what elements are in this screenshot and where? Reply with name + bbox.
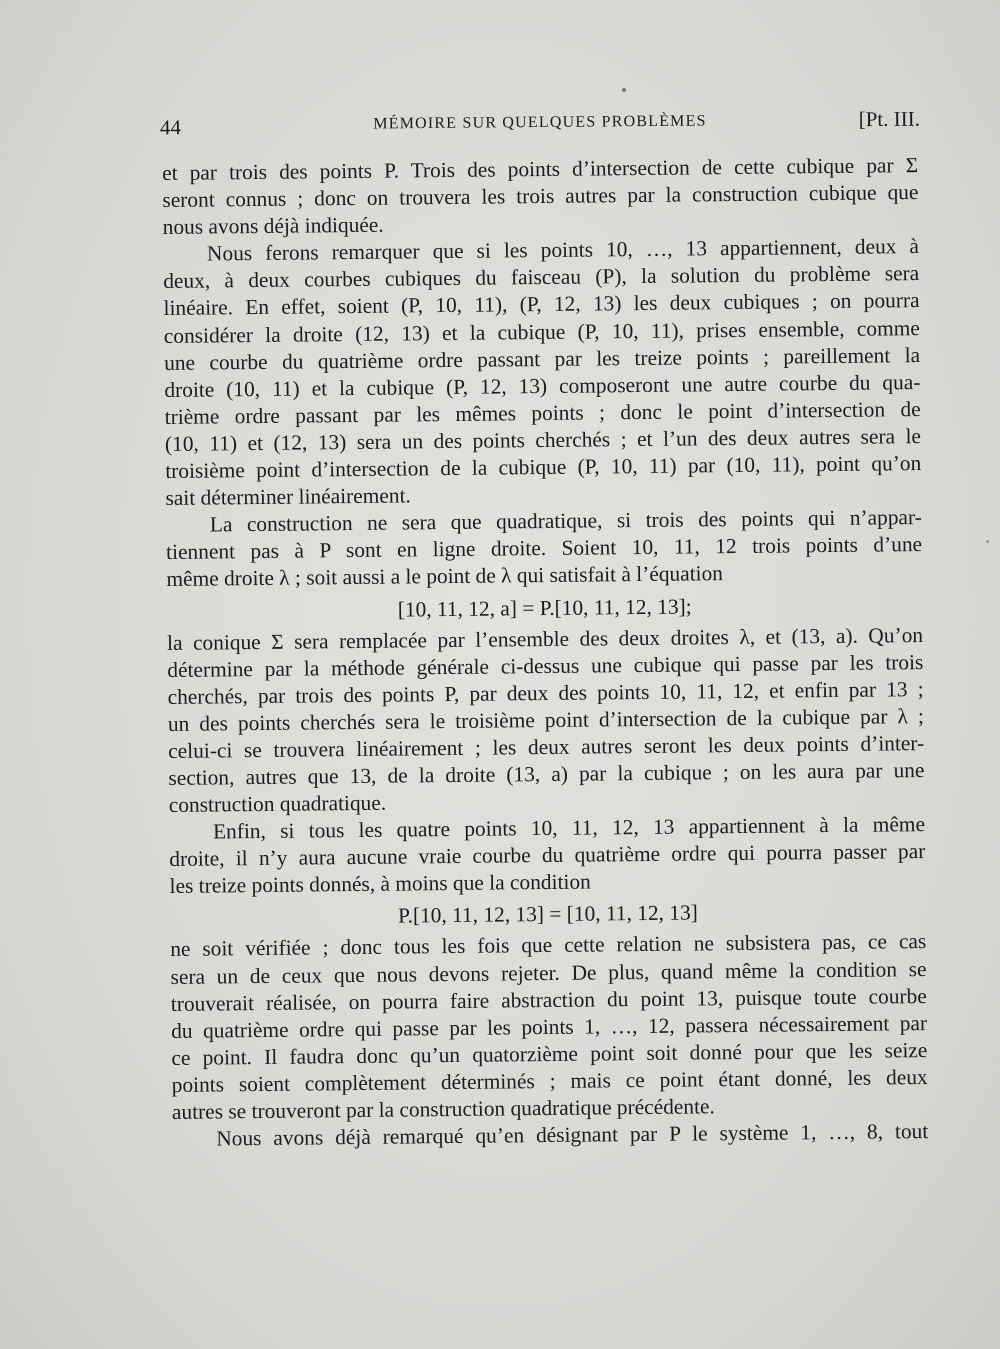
text-line: et par trois des points P. Trois des points d’intersection de cette cubique par Σ [162, 153, 919, 185]
running-title: MÉMOIRE SUR QUELQUES PROBLÈMES [373, 112, 707, 133]
text-line: section, autres que 13, de la droite (13, a) par la cubique ; on les aura par une [168, 758, 925, 790]
text-line: construction quadratique. [168, 790, 387, 818]
text-line: deux, à deux courbes cubiques du faisceau (P), la solution du problème sera [163, 261, 920, 294]
text-line: sera un de ceux que nous devons rejeter. De plus, quand même la condition se [170, 956, 927, 989]
page-number: 44 [159, 115, 182, 140]
equation-line: [10, 11, 12, a] = P.[10, 11, 12, 13]; [397, 593, 692, 622]
text-line: sait déterminer linéairement. [165, 483, 411, 511]
text-line: considérer la droite (12, 13) et la cubique (P, 10, 11), prises ensemble, comme [163, 315, 920, 348]
text-line: tiennent pas à P sont en ligne droite. Soient 10, 11, 12 trois points d’une [165, 532, 923, 565]
text-line: un des points cherchés sera le troisième point d’intersection de la cubique par λ ; [167, 703, 924, 736]
text-line: (10, 11) et (12, 13) sera un des points cherchés ; et l’un des deux autres sera le [164, 424, 922, 456]
text-line: seront connus ; donc on trouvera les trois autres par la construction cubique que [162, 180, 919, 213]
text-line: ce point. Il faudra donc qu’un quatorzième point soit donné pour que les seize [171, 1037, 928, 1070]
text-line: trouverait réalisée, on pourra faire abstraction du point 13, puisque toute courbe [170, 983, 927, 1016]
text-line: la conique Σ sera remplacée par l’ensemble des deux droites λ, et (13, a). Qu’on [166, 622, 924, 655]
text-line: autres se trouveront par la construction quadratique précédente. [171, 1094, 715, 1124]
text-line: Enfin, si tous les quatre points 10, 11, 12, 13 appartiennent à la même [212, 812, 926, 844]
text-line: cherchés, par trois des points P, par deux des points 10, 11, 12, et enfin par 13 ; [167, 676, 924, 709]
text-line: trième ordre passant par les mêmes points ; donc le point d’intersection de [164, 396, 921, 429]
part-label: [Pt. III. [858, 106, 921, 132]
text-line: même droite λ ; soit aussi a le point de λ qui satisfait à l’équation [166, 561, 724, 592]
text-line: droite (10, 11) et la cubique (P, 12, 13) composeront une autre courbe du qua- [164, 369, 921, 402]
ink-speck [622, 88, 626, 92]
text-line: Nous ferons remarquer que si les points 10, …, 13 appartiennent, deux à [206, 234, 920, 266]
text-line: nous avons déjà indiquée. [162, 212, 384, 240]
text-line: détermine par la méthode générale ci-dessus une cubique qui passe par les trois [167, 649, 924, 682]
ink-speck [986, 540, 989, 543]
text-line: les treize points donnés, à moins que la condition [169, 869, 591, 899]
equation-line: P.[10, 11, 12, 13] = [10, 11, 12, 13] [397, 900, 698, 929]
text-line: linéaire. En effet, soient (P, 10, 11), (P, 12, 13) les deux cubiques ; on pourra [163, 288, 920, 321]
body-text [162, 152, 928, 1153]
text-line: La construction ne sera que quadratique, si trois des points qui n’appar- [209, 505, 922, 537]
text-line: une courbe du quatrième ordre passant par les treize points ; pareillement la [163, 342, 921, 375]
text-line: troisième point d’intersection de la cubique (P, 10, 11) par (10, 11), point qu’on [165, 451, 922, 484]
text-line: points soient complètement déterminés ; mais ce point étant donné, les deux [171, 1064, 928, 1097]
text-line: droite, il n’y aura aucune vraie courbe du quatrième ordre qui pourra passer par [169, 839, 926, 872]
text-line: Nous avons déjà remarqué qu’en désignant par P le système 1, …, 8, tout [216, 1119, 929, 1151]
page-header [159, 106, 921, 146]
text-line: du quatrième ordre qui passe par les points 1, …, 12, passera nécessairement par [170, 1010, 928, 1043]
text-line: ne soit vérifiée ; donc tous les fois que cette relation ne subsistera pas, ce cas [170, 929, 927, 962]
text-line: celui-ci se trouvera linéairement ; les deux autres seront les deux points d’inter- [168, 730, 925, 763]
